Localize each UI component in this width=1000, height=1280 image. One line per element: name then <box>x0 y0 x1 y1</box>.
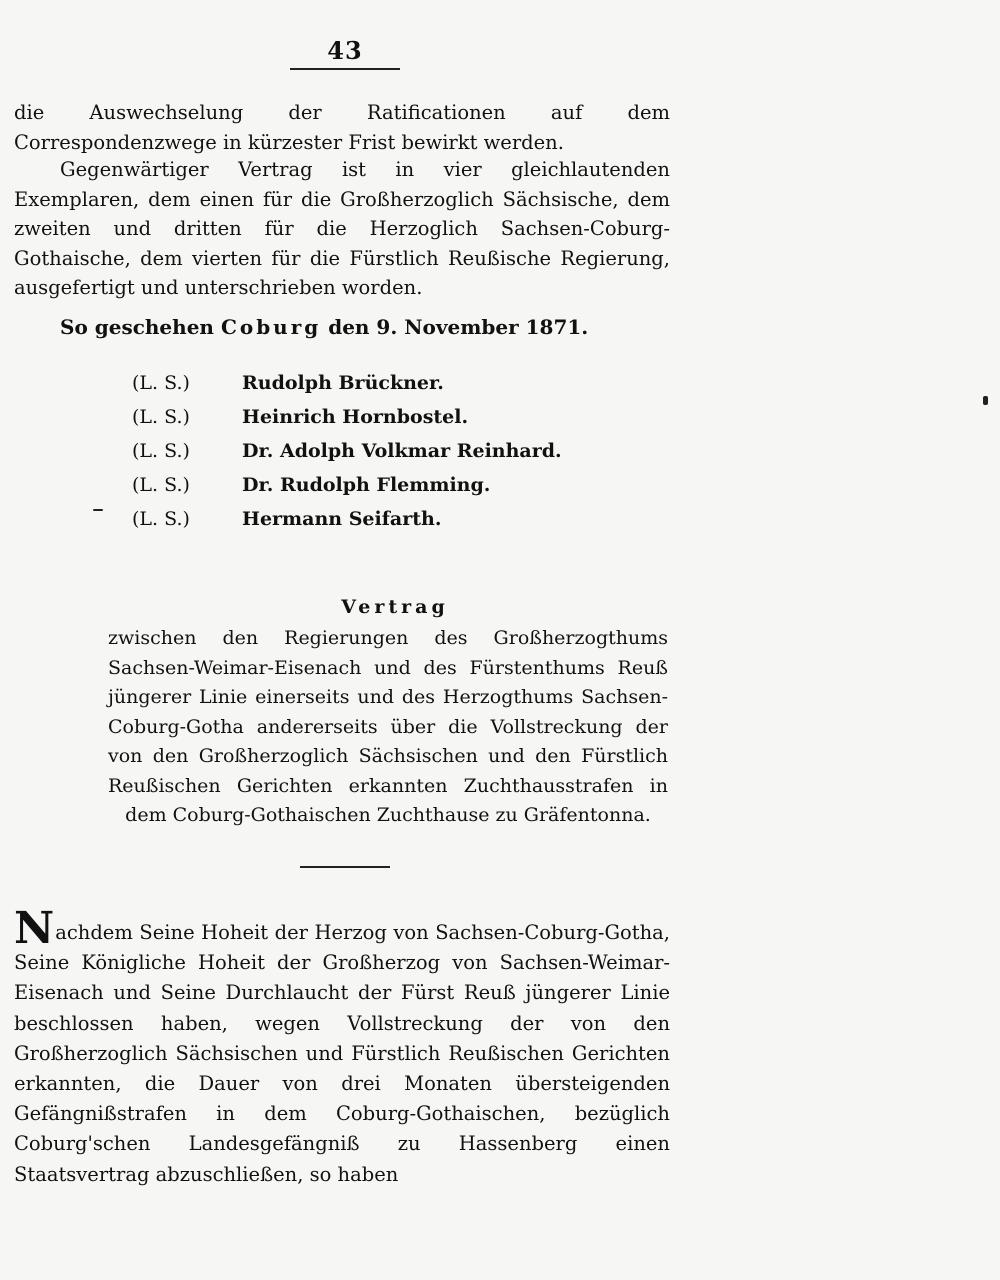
dateline-prefix: So geschehen <box>60 315 214 339</box>
dateline-date: den 9. November 1871. <box>328 315 589 339</box>
treaty-subtitle: zwischen den Regierungen des Großherzogthums Sachsen-Weimar-Eisenach und des Fürstenthums Reuß jüngerer Linie einerseits und des Herzogthums Sachsen-Coburg-Gotha andererseits über die Vollstreckung der von den Großherzoglich Sächsischen und den Fürstlich Reußischen Gerichten erkannten Zuchthausstrafen in dem Coburg-Gothaischen Zuchthause zu Gräfentonna. <box>108 627 668 826</box>
signatory-name: Heinrich Hornbostel. <box>242 406 469 428</box>
preamble-text: achdem Seine Hoheit der Herzog von Sachsen-Coburg-Gotha, Seine Königliche Hoheit der Großherzog von Sachsen-Weimar-Eisenach und Seine Durchlaucht der Fürst Reuß jüngerer Linie beschlossen haben, wegen Vollstreckung der von den Großherzoglich Sächsischen und Fürstlich Reußischen Gerichten erkannten, die Dauer von drei Monaten übersteigenden Gefängnißstrafen in dem Coburg-Gothaischen, bezüglich Coburg'schen Landesgefängniß zu Hassenberg einen Staatsvertrag abzuschließen, so haben <box>14 921 670 1186</box>
page-number: 43 <box>327 36 363 65</box>
paragraph-copies: Gegenwärtiger Vertrag ist in vier gleichlautenden Exemplaren, dem einen für die Großherzoglich Sächsische, dem zweiten und dritten für die Herzoglich Sachsen-Coburg-Gothaische, dem vierten für die Fürstlich Reußische Regierung, ausgefertigt und unterschrieben worden. <box>14 158 670 299</box>
ink-speck <box>93 509 103 511</box>
signatory-name: Dr. Adolph Volkmar Reinhard. <box>242 440 562 462</box>
header-rule <box>290 68 400 70</box>
signatory-name: Hermann Seifarth. <box>242 508 442 530</box>
paragraph-preamble <box>14 903 670 1190</box>
dateline <box>60 315 588 339</box>
seal-mark: (L. S.) <box>132 406 190 428</box>
signature-row <box>132 468 562 502</box>
seal-mark: (L. S.) <box>132 508 190 530</box>
signature-row <box>132 434 562 468</box>
dateline-place: Coburg <box>220 315 322 339</box>
seal-mark: (L. S.) <box>132 474 190 496</box>
section-rule <box>300 866 390 868</box>
seal-mark: (L. S.) <box>132 372 190 394</box>
signature-row <box>132 366 562 400</box>
drop-cap: N <box>14 903 55 954</box>
treaty-title: Vertrag <box>341 596 449 618</box>
signatory-name: Dr. Rudolph Flemming. <box>242 474 491 496</box>
seal-mark: (L. S.) <box>132 440 190 462</box>
signature-row <box>132 400 562 434</box>
paragraph-ratification: die Auswechselung der Ratificationen auf dem Correspondenzwege in kürzester Frist bewirkt werden. <box>14 101 670 154</box>
signatory-name: Rudolph Brückner. <box>242 372 444 394</box>
signature-list <box>132 366 562 536</box>
signature-row <box>132 502 562 536</box>
ink-speck <box>983 396 988 405</box>
